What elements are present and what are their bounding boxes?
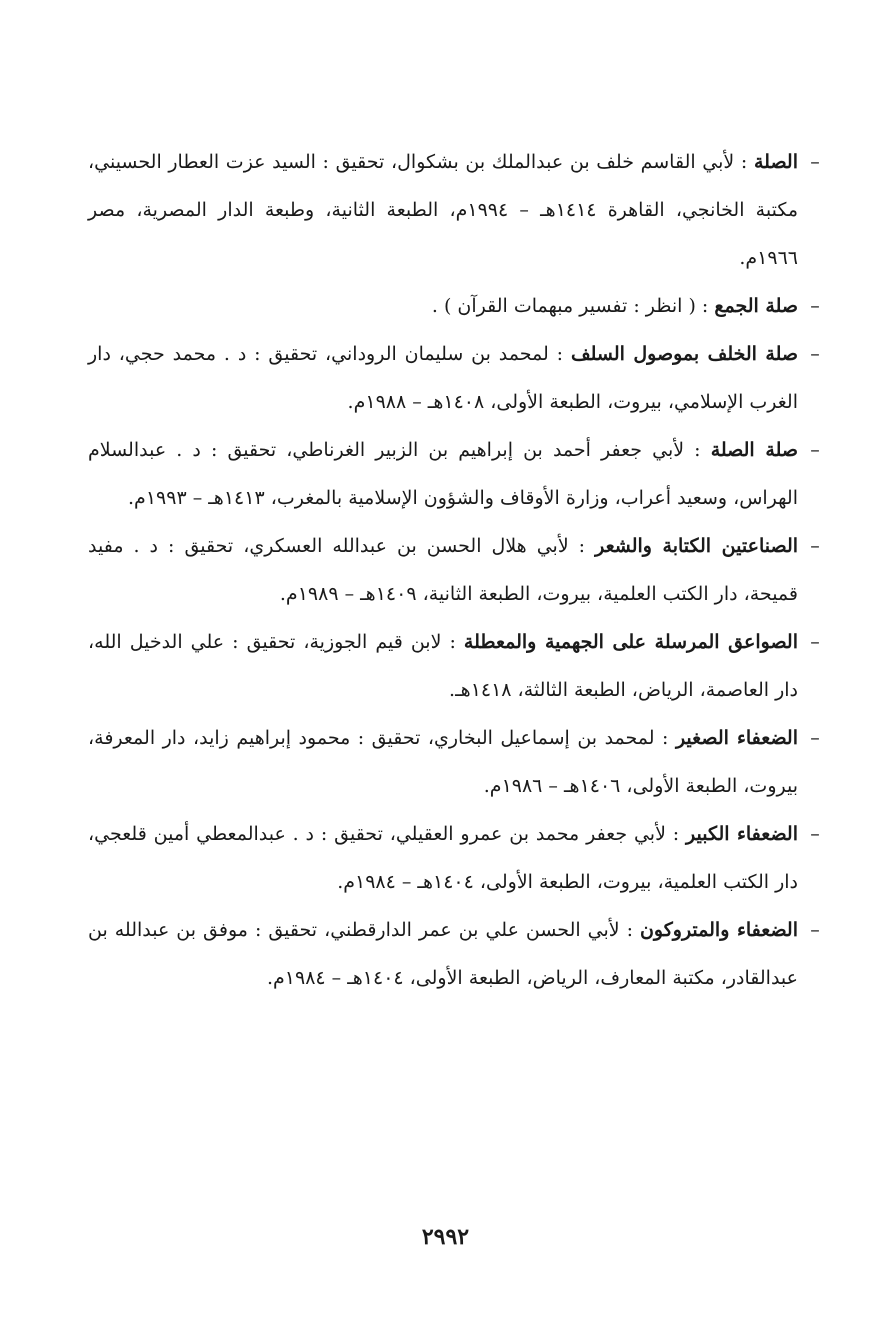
bibliography-entry — [88, 714, 820, 810]
bibliography-entry — [88, 522, 820, 618]
entry-details: : ( انظر : تفسير مبهمات القرآن ) . — [431, 295, 715, 317]
entry-dash: – — [810, 727, 820, 749]
entry-details: : لمحمد بن إسماعيل البخاري، تحقيق : محمود إبراهيم زايد، دار المعرفة، بيروت، الطبعة الأولى، ١٤٠٦هـ – ١٩٨٦م. — [88, 727, 798, 797]
entry-title: الضعفاء والمتروكون — [639, 919, 798, 941]
entry-dash: – — [810, 439, 820, 461]
bibliography-entry — [88, 426, 820, 522]
entry-details: : لأبي جعفر أحمد بن إبراهيم بن الزبير الغرناطي، تحقيق : د . عبدالسلام الهراس، وسعيد أعراب، وزارة الأوقاف والشؤون الإسلامية بالمغرب، ١٤١٣هـ – ١٩٩٣م. — [88, 439, 798, 509]
entry-details: : لأبي القاسم خلف بن عبدالملك بن بشكوال، تحقيق : السيد عزت العطار الحسيني، مكتبة الخانجي، القاهرة ١٤١٤هـ – ١٩٩٤م، الطبعة الثانية، وطبعة الدار المصرية، مصر ١٩٦٦م. — [88, 151, 798, 269]
entry-details: : لأبي جعفر محمد بن عمرو العقيلي، تحقيق : د . عبدالمعطي أمين قلعجي، دار الكتب العلمية، بيروت، الطبعة الأولى، ١٤٠٤هـ – ١٩٨٤م. — [88, 823, 798, 893]
entry-dash: – — [810, 919, 820, 941]
entry-title: الضعفاء الصغير — [675, 727, 798, 749]
entry-title: الصواعق المرسلة على الجهمية والمعطلة — [463, 631, 798, 653]
entry-title: الصناعتين الكتابة والشعر — [595, 535, 799, 557]
bibliography-list — [88, 138, 820, 1002]
entry-title: الضعفاء الكبير — [686, 823, 798, 845]
entry-details: : لأبي هلال الحسن بن عبدالله العسكري، تحقيق : د . مفيد قميحة، دار الكتب العلمية، بيروت، الطبعة الثانية، ١٤٠٩هـ – ١٩٨٩م. — [88, 535, 798, 605]
entry-dash: – — [810, 295, 820, 317]
bibliography-entry — [88, 810, 820, 906]
entry-dash: – — [810, 343, 820, 365]
entry-details: : لمحمد بن سليمان الروداني، تحقيق : د . محمد حجي، دار الغرب الإسلامي، بيروت، الطبعة الأولى، ١٤٠٨هـ – ١٩٨٨م. — [88, 343, 798, 413]
entry-dash: – — [810, 631, 820, 653]
entry-title: صلة الجمع — [714, 295, 798, 317]
entry-details: : لأبي الحسن علي بن عمر الدارقطني، تحقيق : موفق بن عبدالله بن عبدالقادر، مكتبة المعارف، الرياض، الطبعة الأولى، ١٤٠٤هـ – ١٩٨٤م. — [88, 919, 798, 989]
entry-dash: – — [810, 823, 820, 845]
page-number: ٢٩٩٢ — [421, 1224, 470, 1250]
entry-dash: – — [810, 151, 820, 173]
bibliography-entry — [88, 618, 820, 714]
entry-title: صلة الصلة — [710, 439, 798, 461]
bibliography-entry — [88, 138, 820, 282]
entry-dash: – — [810, 535, 820, 557]
bibliography-entry — [88, 906, 820, 1002]
entry-details: : لابن قيم الجوزية، تحقيق : علي الدخيل الله، دار العاصمة، الرياض، الطبعة الثالثة، ١٤١٨هـ. — [88, 631, 798, 701]
entry-title: الصلة — [753, 151, 798, 173]
entry-title: صلة الخلف بموصول السلف — [570, 343, 798, 365]
bibliography-entry — [88, 282, 820, 330]
bibliography-entry — [88, 330, 820, 426]
